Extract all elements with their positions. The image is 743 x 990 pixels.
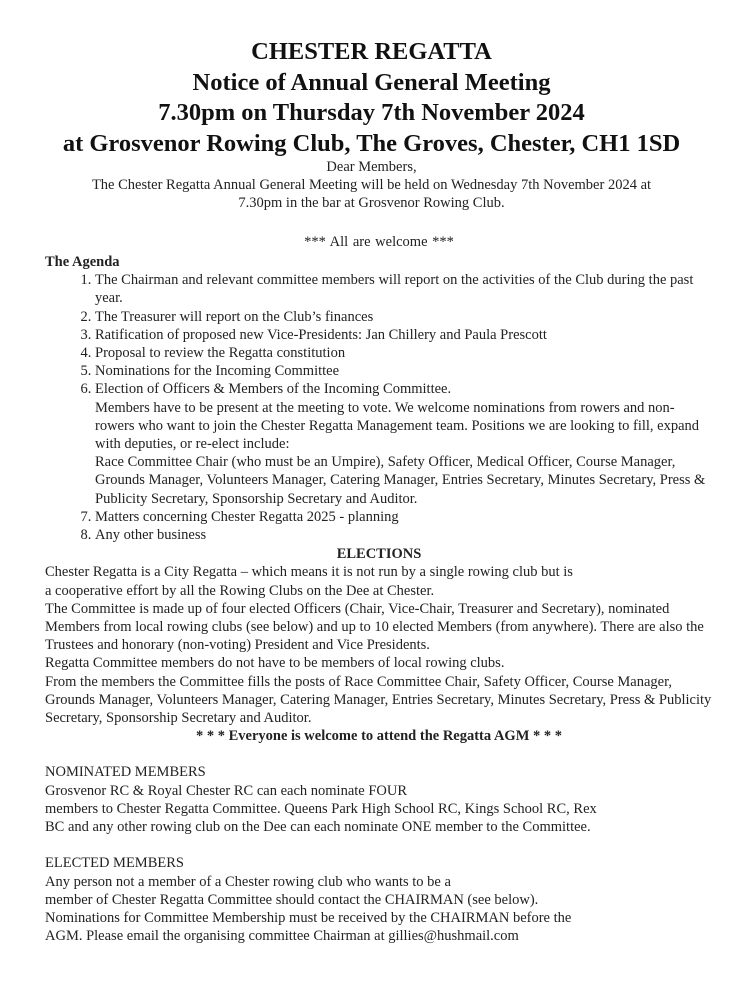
agenda-item: 6. Election of Officers & Members of the Incoming Committee. Members have to be present at the meeting to vote. We welcome nominations from rowers and non-rowers who want to join the Chester Regatta Management team. Positions we are looking to fill, expand with deputies, or re-elect include: Race Committee Chair (who must be an Umpire), Safety Officer, Medical Officer, Course Manager, Grounds Manager, Volunteers Manager, Catering Manager, Entries Secretary, Minutes Secretary, Press & Publicity Secretary, Sponsorship Secretary and Auditor. (95, 380, 713, 507)
intro (0, 158, 743, 212)
nominated-line-1: Grosvenor RC & Royal Chester RC can each nominate FOUR (45, 782, 408, 799)
agenda-item: 8. Any other business (95, 526, 713, 544)
notice-header (0, 37, 743, 159)
elections-para4: From the members the Committee fills the posts of Race Committee Chair, Safety Officer, Course Manager, Grounds Manager, Volunteers Manager, Catering Manager, Entries Secretary, Minutes Secretary, Press & Publicity Secretary, Sponsorship Secretary and Auditor. (45, 673, 712, 727)
elected-line-4: AGM. Please email the organising committee Chairman at gillies@hushmail.com (45, 928, 519, 945)
intro-line-1: The Chester Regatta Annual General Meeting will be held on Wednesday 7th November 2024 at (91, 177, 652, 193)
elections-para3: Regatta Committee members do not have to be members of local rowing clubs. (45, 655, 505, 672)
agenda-list (45, 271, 713, 544)
elected-line-3: Nominations for Committee Membership must be received by the CHAIRMAN before the (45, 909, 572, 926)
nominated-line-2: members to Chester Regatta Committee. Queens Park High School RC, Kings School RC, Rex (45, 800, 597, 817)
agenda-item: 5. Nominations for the Incoming Committee (95, 362, 713, 380)
title-venue: at Grosvenor Rowing Club, The Groves, Chester, CH1 1SD (62, 129, 681, 157)
agenda-item-6-detail-1: Members have to be present at the meeting to vote. We welcome nominations from rowers and non-rowers who want to join the Chester Regatta Management team. Positions we are looking to fill, expand with deputies, or re-elect include: (95, 399, 700, 453)
title-time: 7.30pm on Thursday 7th November 2024 (158, 99, 585, 126)
elected-line-1: Any person not a member of a Chester rowing club who wants to be a (45, 873, 451, 890)
elections-para2: The Committee is made up of four elected Officers (Chair, Vice-Chair, Treasurer and Secretary), nominated Members from local rowing clubs (see below) and up to 10 elected Members (from anywhere). There are also the Trustees and honorary (non-voting) President and Vice Presidents. (45, 600, 704, 654)
elected-heading: ELECTED MEMBERS (45, 855, 184, 872)
greeting: Dear Members, (326, 159, 417, 175)
intro-line-2: 7.30pm in the bar at Grosvenor Rowing Club. (238, 195, 505, 211)
elections-para1-line1: Chester Regatta is a City Regatta – which means it is not run by a single rowing club but is (45, 564, 573, 581)
elections-para1-line2: a cooperative effort by all the Rowing Clubs on the Dee at Chester. (45, 582, 435, 599)
agenda-item-6-detail-2: Race Committee Chair (who must be an Umpire), Safety Officer, Medical Officer, Course Manager, Grounds Manager, Volunteers Manager, Catering Manager, Entries Secretary, Minutes Secretary, Press & Publicity Secretary, Sponsorship Secretary and Auditor. (95, 454, 706, 507)
nominated-heading: NOMINATED MEMBERS (45, 764, 206, 781)
agenda-item: 1. The Chairman and relevant committee members will report on the activities of the Club during the past year. (95, 271, 713, 307)
agenda-item: 4. Proposal to review the Regatta constitution (95, 344, 713, 362)
elected-line-2: member of Chester Regatta Committee should contact the CHAIRMAN (see below). (45, 891, 539, 908)
elections-heading: ELECTIONS (336, 546, 422, 563)
agenda-item: 7. Matters concerning Chester Regatta 2025 - planning (95, 508, 713, 526)
body (45, 233, 713, 945)
agenda-item: 3. Ratification of proposed new Vice-Presidents: Jan Chillery and Paula Prescott (95, 326, 713, 344)
title-regatta: CHESTER REGATTA (251, 38, 492, 65)
everyone-welcome: * * * Everyone is welcome to attend the Regatta AGM * * * (195, 728, 563, 745)
agenda-heading: The Agenda (45, 254, 120, 270)
welcome-line: *** All are welcome *** (304, 234, 454, 250)
nominated-line-3: BC and any other rowing club on the Dee can each nominate ONE member to the Committee. (45, 819, 591, 836)
agenda-item: 2. The Treasurer will report on the Club’s finances (95, 308, 713, 326)
title-notice: Notice of Annual General Meeting (192, 68, 551, 96)
